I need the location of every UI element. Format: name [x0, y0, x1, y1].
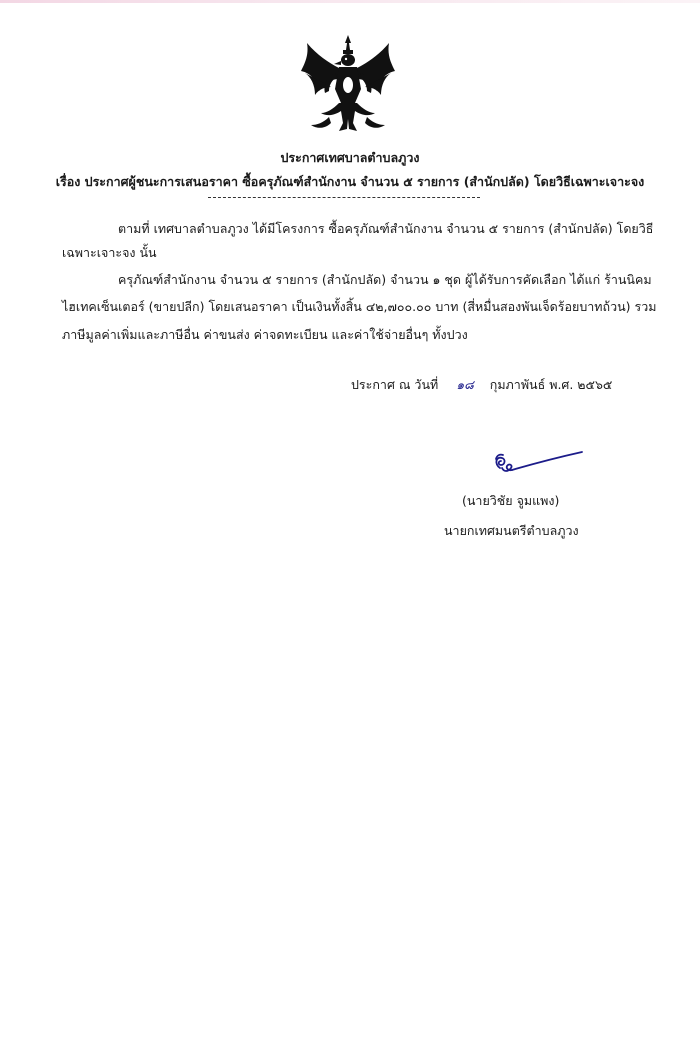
- document-title: ประกาศเทศบาลตำบลภูวง: [280, 150, 420, 165]
- paragraph-1-line-1: ตามที่ เทศบาลตำบลภูวง ได้มีโครงการ ซื้อครุภัณฑ์สำนักงาน จำนวน ๕ รายการ (สำนักปลัด) โดยวิธี: [118, 221, 654, 236]
- divider: [208, 197, 480, 198]
- announce-month-year: กุมภาพันธ์ พ.ศ. ๒๕๖๕: [489, 377, 613, 392]
- garuda-emblem-icon: [299, 33, 397, 135]
- signer-name: (นายวิชัย จูมแพง): [462, 493, 560, 508]
- paragraph-2-line-3: ภาษีมูลค่าเพิ่มและภาษีอื่น ค่าขนส่ง ค่าจดทะเบียน และค่าใช้จ่ายอื่นๆ ทั้งปวง: [62, 327, 468, 342]
- announce-prefix: ประกาศ ณ วันที่: [351, 377, 439, 392]
- document-subject: เรื่อง ประกาศผู้ชนะการเสนอราคา ซื้อครุภัณฑ์สำนักงาน จำนวน ๕ รายการ (สำนักปลัด) โดยวิธีเฉพาะเจาะจง: [55, 174, 645, 189]
- paragraph-1-line-2: เฉพาะเจาะจง นั้น: [62, 245, 157, 260]
- signer-position: นายกเทศมนตรีตำบลภูวง: [444, 523, 579, 538]
- announce-day: ๑๘: [456, 377, 474, 392]
- scan-edge: [0, 0, 700, 3]
- paragraph-2-line-2: ไฮเทคเซ็นเตอร์ (ขายปลีก) โดยเสนอราคา เป็นเงินทั้งสิ้น ๔๒,๗๐๐.๐๐ บาท (สี่หมื่นสองพันเจ็ดร้อยบาทถ้วน) รวม: [62, 299, 657, 314]
- handwritten-signature: [486, 446, 586, 480]
- announcement-date: [351, 377, 612, 393]
- paragraph-2-line-1: ครุภัณฑ์สำนักงาน จำนวน ๕ รายการ (สำนักปลัด) จำนวน ๑ ชุด ผู้ได้รับการคัดเลือก ได้แก่ ร้านนิคม: [118, 272, 652, 287]
